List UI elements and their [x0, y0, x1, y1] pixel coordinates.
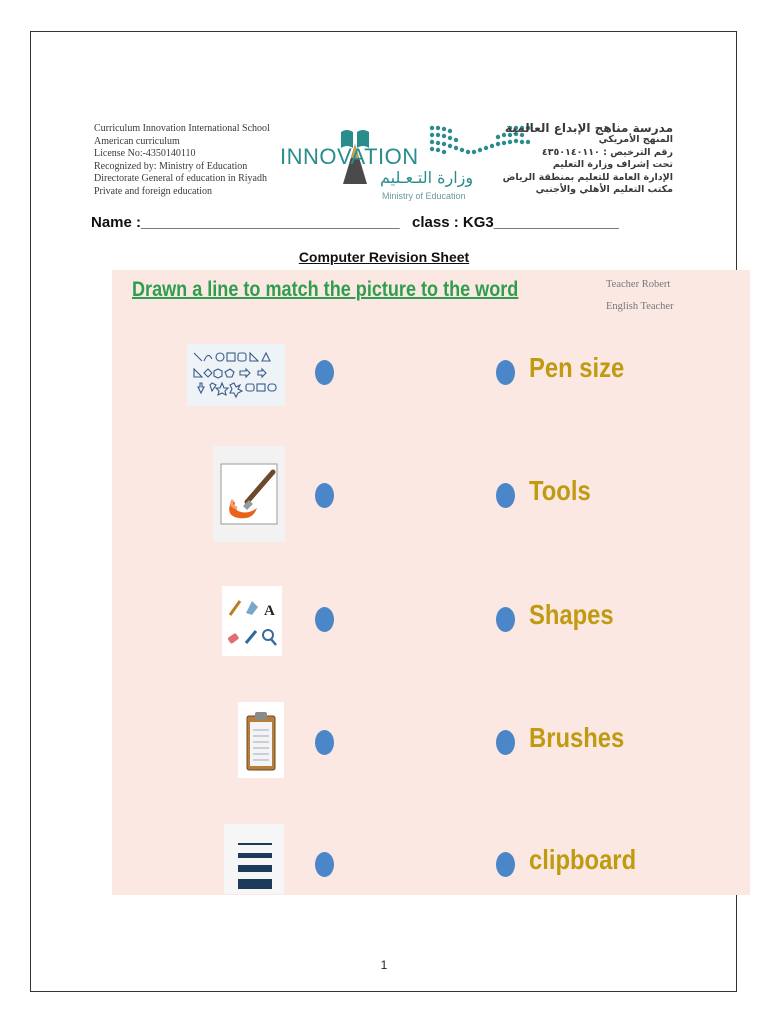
- school-info-line: مدرسة مناهج الإبداع العالمية: [504, 121, 673, 135]
- pen-size-icon: [224, 824, 284, 894]
- school-info-line: License No:-4350140110: [94, 148, 196, 160]
- school-info-line: Private and foreign education: [94, 185, 213, 197]
- picture-dot[interactable]: [315, 483, 334, 508]
- school-info-line: تحت إشراف وزارة التعليم: [552, 159, 673, 171]
- class-field-label: class : KG3_______________: [412, 214, 619, 231]
- picture-dot[interactable]: [315, 360, 334, 385]
- sheet-title: Computer Revision Sheet: [298, 249, 470, 265]
- picture-dot[interactable]: [315, 852, 334, 877]
- word-dot[interactable]: [496, 483, 515, 508]
- school-info-english: [94, 123, 270, 199]
- word-clipboard: clipboard: [529, 844, 637, 875]
- school-info-line: Recognized by: Ministry of Education: [94, 160, 248, 172]
- word-dot[interactable]: [496, 360, 515, 385]
- page-number: 1: [380, 958, 388, 972]
- school-info-line: American curriculum: [94, 135, 180, 147]
- school-info-line: رقم الترخيص : ٤٣٥٠١٤٠١١٠: [541, 146, 673, 158]
- word-dot[interactable]: [496, 852, 515, 877]
- word-dot[interactable]: [496, 607, 515, 632]
- word-pen-size: Pen size: [529, 352, 625, 383]
- teacher-role: English Teacher: [606, 301, 674, 312]
- clipboard-icon: [238, 702, 284, 778]
- word-dot[interactable]: [496, 730, 515, 755]
- school-info-line: المنهج الأمريكي: [598, 134, 673, 146]
- matching-exercise: [112, 270, 750, 895]
- ministry-arabic-name: وزارة التـعـليم: [380, 168, 474, 187]
- word-tools: Tools: [529, 475, 591, 506]
- school-info-line: Curriculum Innovation International School: [94, 123, 270, 134]
- brushes-icon: [213, 446, 285, 542]
- exercise-instruction: Drawn a line to match the picture to the word: [132, 278, 519, 301]
- school-info-arabic: [503, 122, 673, 196]
- school-info-line: مكتب التعليم الأهلي والأجنبي: [535, 184, 673, 196]
- tools-icon: [222, 586, 282, 656]
- picture-dot[interactable]: [315, 730, 334, 755]
- school-info-line: Directorate General of education in Riyadh: [94, 173, 267, 185]
- word-shapes: Shapes: [529, 599, 614, 630]
- word-brushes: Brushes: [529, 722, 625, 753]
- picture-dot[interactable]: [315, 607, 334, 632]
- teacher-name: Teacher Robert: [606, 279, 671, 290]
- school-info-line: الإدارة العامة للتعليم بمنطقة الرياض: [502, 171, 673, 183]
- name-field-label: Name :_______________________________: [91, 214, 400, 231]
- innovation-logo-text: INNOVATION: [280, 144, 419, 169]
- ministry-english-name: Ministry of Education: [382, 191, 466, 201]
- svg-text:A: A: [264, 603, 275, 619]
- shapes-gallery-icon: [187, 344, 285, 406]
- teacher-info: [606, 274, 674, 318]
